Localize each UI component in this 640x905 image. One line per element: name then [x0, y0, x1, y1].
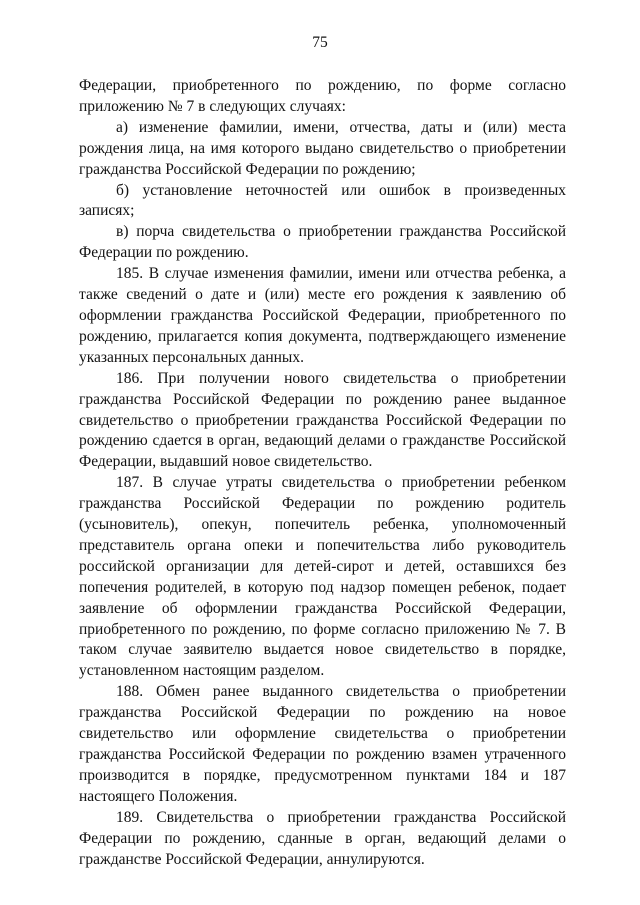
paragraph-188: 188. Обмен ранее выданного свидетельства о приобретении гражданства Российской Федерации по рождению на новое свидетельство или оформление свидетельства о приобретении гражданства Российской Федерации по рождению взамен утраченного производится в порядке, предусмотренном пунктами 184 и 187 настоящего Положения. [79, 683, 566, 805]
paragraph-continuation: Федерации, приобретенного по рождению, по форме согласно приложению № 7 в следующих случаях: [79, 77, 566, 115]
paragraph-item-b: б) установление неточностей или ошибок в произведенных записях; [79, 181, 566, 220]
paragraph-187: 187. В случае утраты свидетельства о приобретении ребенком гражданства Российской Федерации по рождению родитель (усыновитель), опекун, попечитель ребенка, уполномоченный представитель органа опеки и попечительства либо руководитель российской организации для детей-сирот и детей, оставшихся без попечения родителей, в которую под надзор помещен ребенок, подает заявление об оформлении гражданства Российской Федерации, приобретенного по рождению, по форме согласно приложению № 7. В таком случае заявителю выдается новое свидетельство в порядке, установленном настоящим разделом. [79, 474, 566, 680]
paragraph-item-a: а) изменение фамилии, имени, отчества, даты и (или) места рождения лица, на имя которого выдано свидетельство о приобретении гражданства Российской Федерации по рождению; [79, 118, 566, 178]
page-number: 75 [312, 34, 328, 51]
paragraph-185: 185. В случае изменения фамилии, имени или отчества ребенка, а также сведений о дате и (или) месте его рождения к заявлению об оформлении гражданства Российской Федерации, приобретенного по рождению, прилагается копия документа, подтверждающего изменение указанных персональных данных. [79, 265, 566, 366]
paragraph-item-c: в) порча свидетельства о приобретении гражданства Российской Федерации по рождению. [79, 223, 566, 262]
paragraph-186: 186. При получении нового свидетельства о приобретении гражданства Российской Федерации по рождению ранее выданное свидетельство о приобретении гражданства Российской Федерации по рождению сдается в орган, ведающий делами о гражданстве Российской Федерации, выдавший новое свидетельство. [79, 369, 566, 471]
document-body [79, 76, 566, 870]
paragraph-189: 189. Свидетельства о приобретении гражданства Российской Федерации по рождению, сданные в орган, ведающий делами о гражданстве Российской Федерации, аннулируются. [79, 808, 566, 868]
